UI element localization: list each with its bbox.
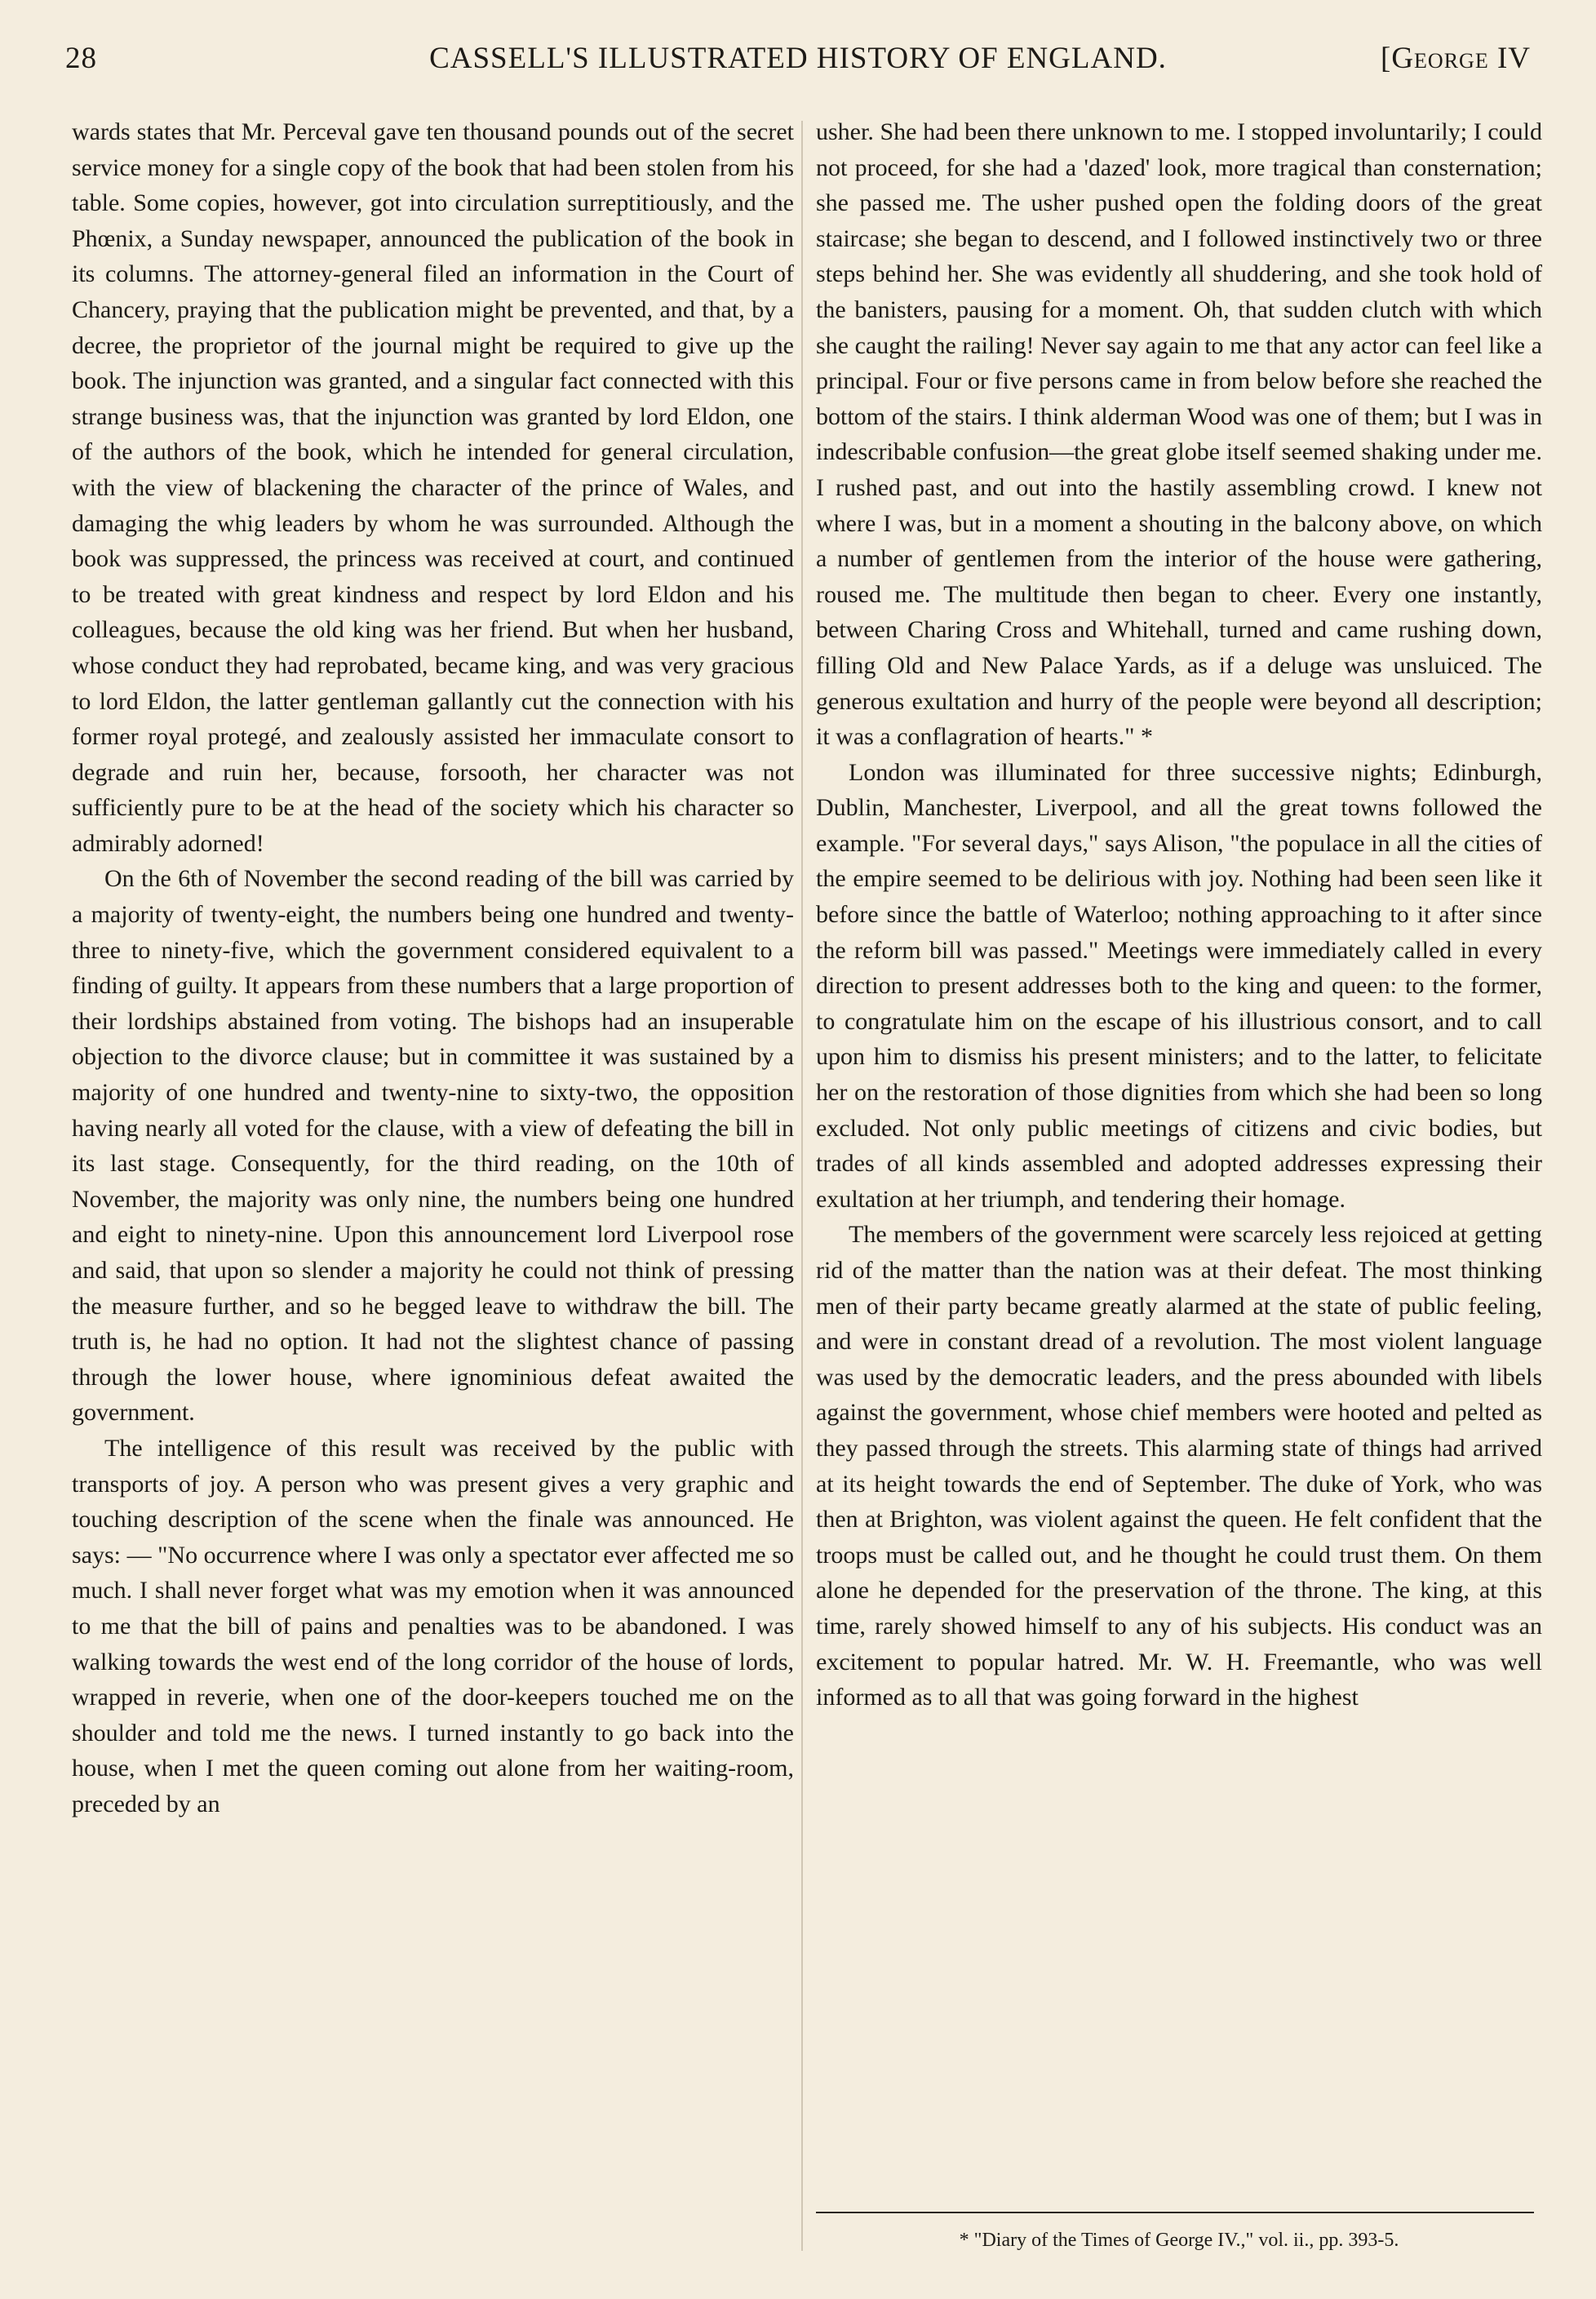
left-column	[72, 114, 794, 1822]
page-header	[65, 36, 1531, 82]
paragraph: London was illuminated for three successive nights; Edinburgh, Dublin, Manchester, Liverpool, and all the great towns followed the example. "For several days," says Alison, "the populace in all the cities of the empire seemed to be delirious with joy. Nothing had been seen like it before since the battle of Waterloo; nothing approaching to it after since the reform bill was passed." Meetings were immediately called in every direction to present addresses both to the king and queen: to the former, to congratulate him on the escape of his illustrious consort, and to call upon him to dismiss his present ministers; and to the latter, to felicitate her on the restoration of those dignities from which she had been so long excluded. Not only public meetings of citizens and civic bodies, but trades of all kinds assembled and adopted addresses expressing their exultation at her triumph, and tendering their homage.	[816, 758, 1542, 1213]
paragraph: The intelligence of this result was received by the public with transports of joy. A person who was present gives a very graphic and touching description of the scene when the finale was announced. He says: — "No occurrence where I was only a spectator ever affected me so much. I shall never forget what was my emotion when it was announced to me that the bill of pains and penalties was to be abandoned. I was walking towards the west end of the long corridor of the house of lords, wrapped in reverie, when one of the door-keepers touched me on the shoulder and told me the news. I turned instantly to go back into the house, when I met the queen coming out alone from her waiting-room, preceded by an	[72, 1434, 794, 1817]
reign-label: [George IV	[1381, 42, 1531, 75]
paragraph: The members of the government were scarcely less rejoiced at getting rid of the matter than the nation was at their defeat. The most thinking men of their party became greatly alarmed at the state of public feeling, and were in constant dread of a revolution. The most violent language was used by the democratic leaders, and the press abounded with libels against the government, whose chief members were hooted and pelted as they passed through the streets. This alarming state of things had arrived at its height towards the end of September. The duke of York, who was then at Brighton, was violent against the queen. He felt confident that the troops must be called out, and he thought he could trust them. On them alone he depended for the preservation of the throne. The king, at this time, rarely showed himself to any of his subjects. His conduct was an excitement to popular hatred. Mr. W. H. Freemantle, who was well informed as to all that was going forward in the highest	[816, 1221, 1542, 1711]
paragraph: On the 6th of November the second reading of the bill was carried by a majority of twenty-eight, the numbers being one hundred and twenty-three to ninety-five, which the government considered equivalent to a finding of guilty. It appears from these numbers that a large proportion of their lordships abstained from voting. The bishops had an insuperable objection to the divorce clause; but in committee it was sustained by a majority of one hundred and twenty-nine to sixty-two, the opposition having nearly all voted for the clause, with a view of defeating the bill in its last stage. Consequently, for the third reading, on the 10th of November, the majority was only nine, the numbers being one hundred and eight to ninety-nine. Upon this announcement lord Liverpool rose and said, that upon so slender a majority he could not think of pressing the measure further, and so he begged leave to withdraw the bill. The truth is, he had no option. It had not the slightest chance of passing through the lower house, where ignominious defeat awaited the government.	[72, 865, 794, 1427]
paragraph: usher. She had been there unknown to me. I stopped involuntarily; I could not proceed, for she had a 'dazed' look, more tragical than consternation; she passed me. The usher pushed open the folding doors of the great staircase; she began to descend, and I followed instinctively two or three steps behind her. She was evidently all shuddering, and she took hold of the banisters, pausing for a moment. Oh, that sudden clutch with which she caught the railing! Never say again to me that any actor can feel like a principal. Four or five persons came in from below before she reached the bottom of the stairs. I think alderman Wood was one of them; but I was in indescribable confusion—the great globe itself seemed shaking under me. I rushed past, and out into the hastily assembling crowd. I knew not where I was, but in a moment a shouting in the balcony above, on which a number of gentlemen from the interior of the house were gathering, roused me. The multitude then began to cheer. Every one instantly, between Charing Cross and Whitehall, turned and came rushing down, filling Old and New Palace Yards, as if a deluge was unsluiced. The generous exultation and hurry of the people were beyond all description; it was a conflagration of hearts." *	[816, 118, 1542, 751]
footnote: * "Diary of the Times of George IV.," vol. ii., pp. 393-5.	[959, 2230, 1399, 2251]
column-divider	[801, 121, 803, 2251]
paragraph: wards states that Mr. Perceval gave ten thousand pounds out of the secret service money for a single copy of the book that had been stolen from his table. Some copies, however, got into circulation surreptitiously, and the Phœnix, a Sunday newspaper, announced the publication of the book in its columns. The attorney-general filed an information in the Court of Chancery, praying that the publication might be prevented, and that, by a decree, the proprietor of the journal might be required to give up the book. The injunction was granted, and a singular fact connected with this strange business was, that the injunction was granted by lord Eldon, one of the authors of the book, which he intended for general circulation, with the view of blackening the character of the prince of Wales, and damaging the whig leaders by whom he was surrounded. Although the book was suppressed, the princess was received at court, and continued to be treated with great kindness and respect by lord Eldon and his colleagues, because the old king was her friend. But when her husband, whose conduct they had reprobated, became king, and was very gracious to lord Eldon, the latter gentleman gallantly cut the connection with his former royal protegé, and zealously assisted her immaculate consort to degrade and ruin her, because, forsooth, her character was not sufficiently pure to be at the head of the society which his character so admirably adorned!	[72, 118, 794, 857]
running-title: CASSELL'S ILLUSTRATED HISTORY OF ENGLAND.	[429, 42, 1167, 75]
page-number: 28	[65, 42, 97, 75]
right-column	[816, 114, 1542, 1715]
footnote-divider	[816, 2212, 1534, 2213]
